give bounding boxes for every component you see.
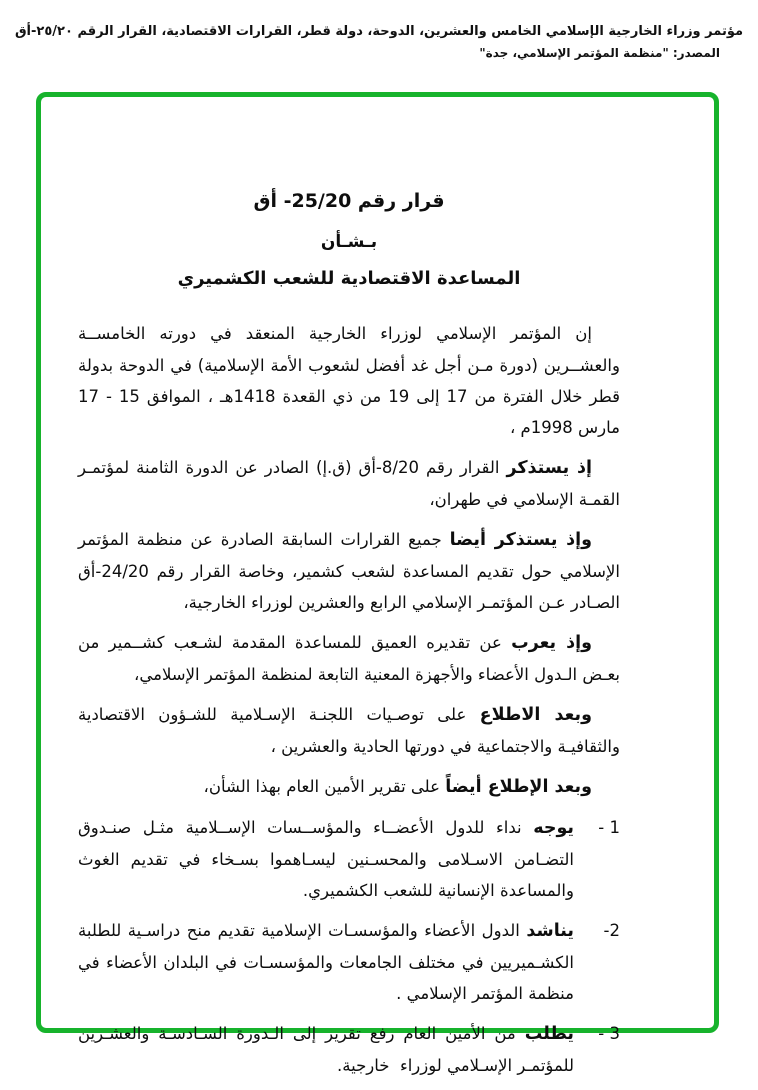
citation-line: مؤتمر وزراء الخارجية الإسلامي الخامس والعشرين، الدوحة، دولة قطر، القرارات الاقتصادية، القرار الرقم ٢٥/٢٠-أق	[14, 24, 744, 39]
paragraph-lead: وبعد الاطلاع	[479, 705, 592, 725]
item-text	[78, 812, 574, 906]
recalling-paragraph	[78, 452, 620, 515]
paragraph-lead: إذ يستذكر	[506, 458, 592, 478]
citation-header	[8, 24, 750, 60]
item-body: نداء للدول الأعضــاء والمؤســسات الإســلامية مثـل صنـدوق التضـامن الاسـلامى والمحسـنين ليسـاهموا بسـخاء في تقديم الغوث والمساعدة الإنسانية للشعب الكشميري.	[78, 818, 574, 900]
item-text	[78, 915, 574, 1009]
paragraph-text: على تقرير الأمين العام بهذا الشأن،	[203, 777, 440, 796]
operative-item-2	[78, 915, 620, 1009]
preamble-paragraph	[78, 318, 620, 443]
item-number: 1 -	[598, 818, 620, 837]
concerning-label: بـشـأن	[320, 232, 378, 252]
paragraph-lead: وبعد الإطلاع أيضاً	[445, 777, 592, 797]
paragraph-text: جميع القرارات السابقة الصادرة عن منظمة المؤتمر الإسلامي حول تقديم المساعدة لشعب كشمير، وخاصة القرار رقم 24/20-أق الصـادر عـن المؤتمـر الإسلامي الرابع والعشرين لوزراء الخارجية،	[78, 530, 620, 612]
item-number: 3 -	[598, 1024, 620, 1043]
paragraph-text: على توصـيات اللجنـة الإسـلامية للشـؤون الاقتصادية والثقافيـة والاجتماعية في دورتها الحادية والعشرين ،	[78, 705, 620, 756]
paragraph-text: القرار رقم 8/20-أق (ق.إ) الصادر عن الدورة الثامنة لمؤتمـر القمـة الإسلامي في طهران،	[78, 458, 620, 509]
resolution-body	[78, 318, 620, 1090]
item-text	[78, 1018, 574, 1081]
paragraph-lead: وإذ يستذكر أيضا	[449, 530, 593, 550]
item-body: الدول الأعضاء والمؤسسـات الإسلامية تقديم منح دراسـية للطلبة الكشـميريين في مختلف الجامعات والمؤسسـات في البلدان الأعضاء في منظمة المؤتمر الإسلامي .	[78, 921, 574, 1003]
source-line: المصدر: "منظمة المؤتمر الإسلامي، جدة"	[479, 46, 720, 60]
resolution-number-title: قرار رقم 25/20- أق	[253, 190, 445, 212]
item-lead: يوجه	[533, 818, 574, 838]
operative-item-1	[78, 812, 620, 906]
having-examined-paragraph	[78, 699, 620, 762]
resolution-title-block	[78, 190, 620, 289]
item-lead: يناشد	[526, 921, 574, 941]
item-number: 2-	[603, 921, 620, 940]
expressing-appreciation-paragraph	[78, 627, 620, 690]
paragraph-text: إن المؤتمر الإسلامي لوزراء الخارجية المنعقد في دورته الخامســة والعشــرين (دورة مـن أجل غد أفضل لشعوب الأمة الإسلامية) في الدوحة بدولة قطر خلال الفترة من 17 إلى 19 من ذي القعدة 1418هـ ، الموافق 15 - 17 مارس 1998م ،	[78, 324, 620, 437]
operative-item-3	[78, 1018, 620, 1081]
paragraph-lead: وإذ يعرب	[511, 633, 593, 653]
item-lead: يطلب	[524, 1024, 574, 1044]
resolution-subject-title: المساعدة الاقتصادية للشعب الكشميري	[177, 268, 521, 289]
having-examined-also-paragraph	[78, 771, 620, 803]
paragraph-text: عن تقديره العميق للمساعدة المقدمة لشـعب كشــمير من بعـض الـدول الأعضاء والأجهزة المعنية التابعة لمنظمة المؤتمر الإسلامي،	[78, 633, 620, 684]
item-body: من الأمين العام رفع تقرير إلى الـدورة السـادسـة والعشـرين للمؤتمـر الإسـلامي لوزراء خارجية.	[78, 1024, 574, 1075]
recalling-also-paragraph	[78, 524, 620, 618]
